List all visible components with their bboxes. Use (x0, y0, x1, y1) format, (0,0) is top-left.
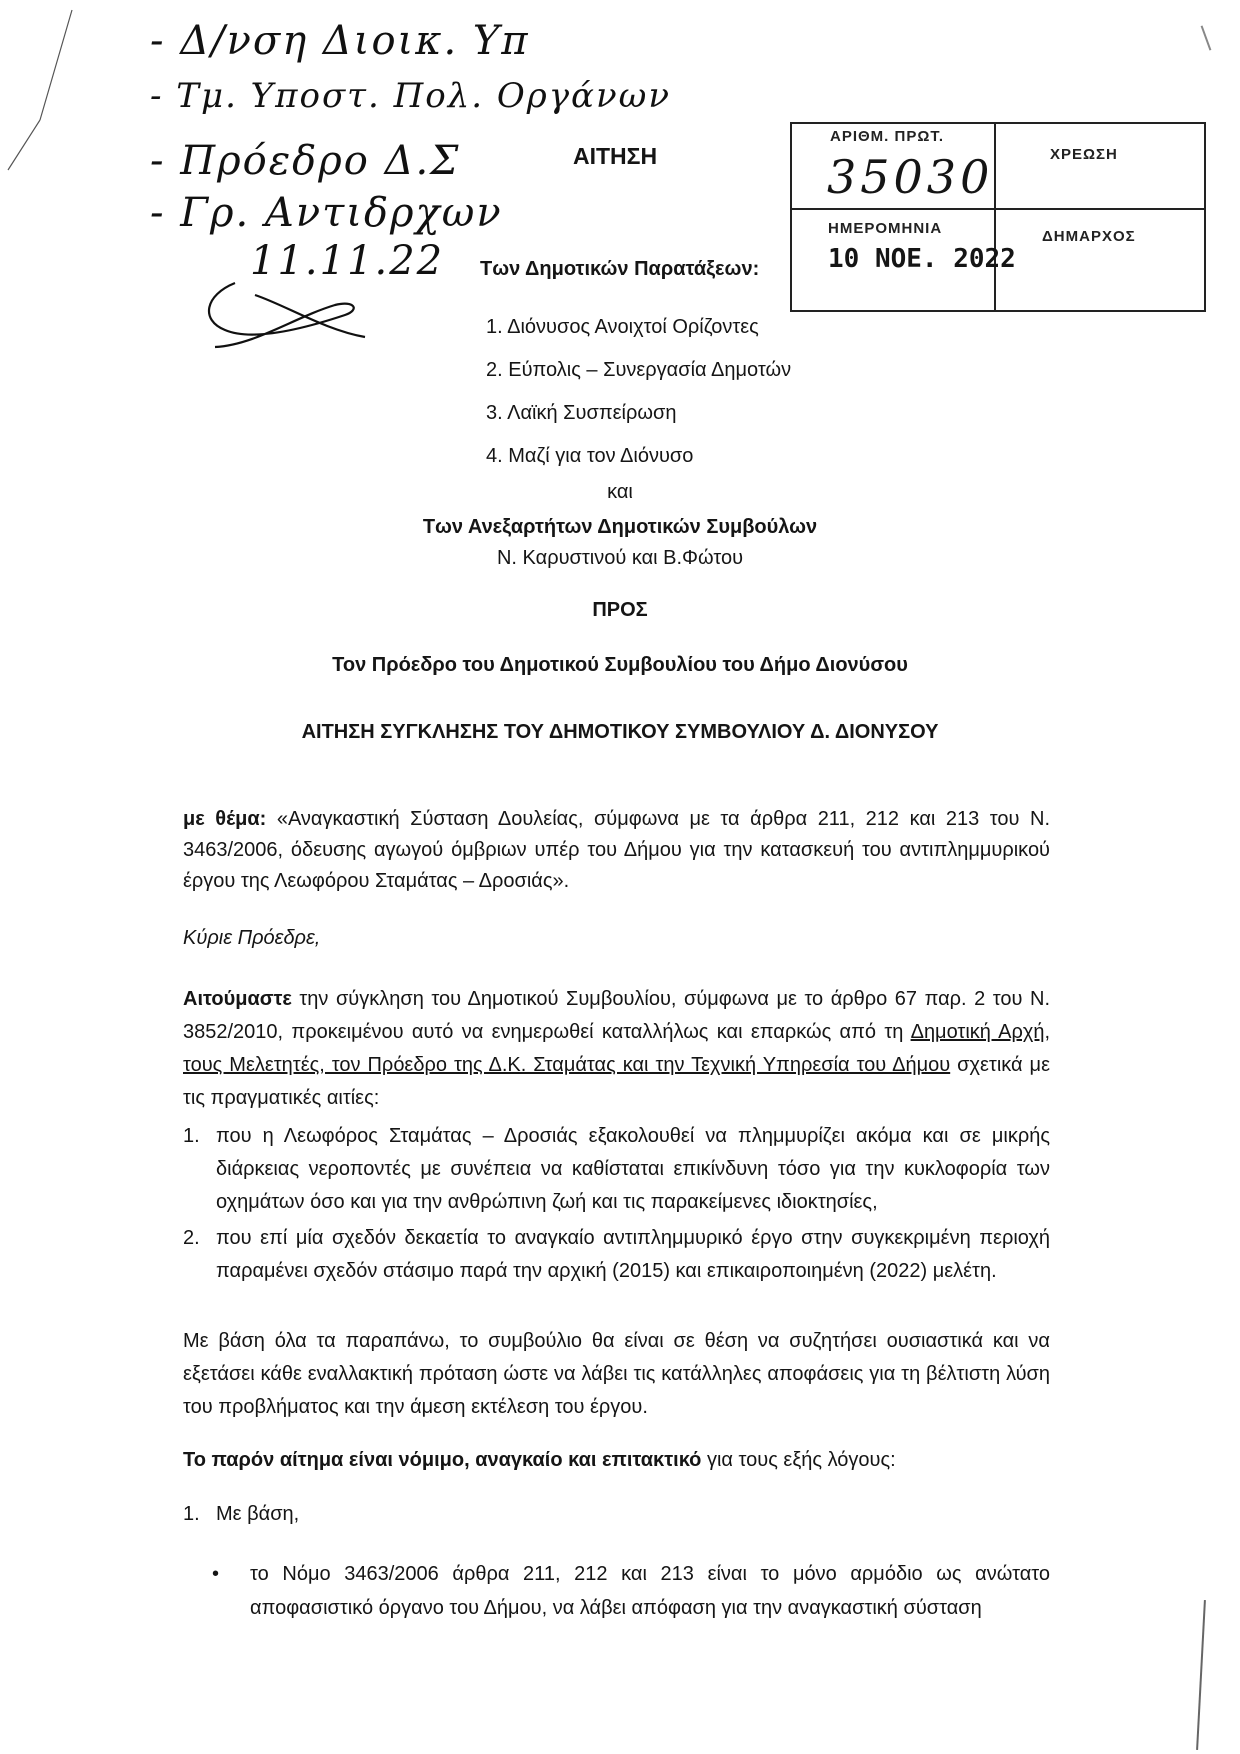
date-label: ΗΜΕΡΟΜΗΝΙΑ (828, 220, 943, 237)
recipient: Τον Πρόεδρο του Δημοτικού Συμβουλίου του Δήμο Διονύσου (332, 654, 908, 676)
conclusion-paragraph: Με βάση όλα τα παραπάνω, το συμβούλιο θα είναι σε θέση να συζητήσει ουσιαστικά και να εξετάσει κάθε εναλλακτική πρόταση ώστε να λάβει τις κατάλληλες αποφάσεις για τη βέλτιστη λύση του προβλήματος και την άμεση εκτέλεση του έργου. (183, 1330, 1050, 1418)
subject-label: με θέμα: (183, 808, 267, 830)
request-bold: Αιτούμαστε (183, 988, 292, 1010)
scan-edge-tick (1201, 25, 1212, 50)
handwritten-note-4: - Γρ. Αντιδρχων (150, 190, 503, 236)
request-title: ΑΙΤΗΣΗ ΣΥΓΚΛΗΣΗΣ ΤΟΥ ΔΗΜΟΤΙΚΟΥ ΣΥΜΒΟΥΛΙΟΥ Δ. ΔΙΟΝΥΣΟΥ (301, 721, 939, 743)
request-text-2: σχετικά με τις πραγματικές αιτίες: (183, 1054, 1050, 1109)
cause-item (183, 1222, 1050, 1288)
request-underlined: Δημοτική Αρχή, τους Μελετητές, τον Πρόεδρο της Δ.Κ. Σταμάτας και την Τεχνική Υπηρεσία του Δήμου (183, 1021, 1050, 1076)
reason-1-number: 1. (183, 1503, 200, 1525)
bullet-text: το Νόμο 3463/2006 άρθρα 211, 212 και 213 είναι το μόνο αρμόδιο ως ανώτατο αποφασιστικό όργανο του Δήμου, να λάβει απόφαση για την αναγκαστική σύσταση (250, 1563, 1050, 1619)
protocol-number-label: ΑΡΙΘΜ. ΠΡΩΤ. (830, 128, 945, 145)
document-title: ΑΙΤΗΣΗ (573, 143, 658, 169)
legal-text: για τους εξής λόγους: (701, 1449, 896, 1471)
cause-item (183, 1120, 1050, 1219)
subject-text: «Αναγκαστική Σύσταση Δουλείας, σύμφωνα με τα άρθρα 211, 212 και 213 του Ν. 3463/2006, όδευσης αγωγού όμβριων υπέρ του Δήμου για την κατασκευή του αντιπλημμυρικού έργου της Λεωφόρου Σταμάτας – Δροσιάς». (183, 808, 1050, 892)
party-item: 1. Διόνυσος Ανοιχτοί Ορίζοντες (486, 316, 759, 338)
handwritten-note-1: - Δ/νση Διοικ. Υπ (150, 18, 530, 64)
handwritten-date: 11.11.22 (250, 238, 445, 284)
cause-text: που επί μία σχεδόν δεκαετία το αναγκαίο αντιπλημμυρικό έργο στην συγκεκριμένη περιοχή παραμένει σχεδόν στάσιμο παρά την αρχική (2015) και επικαιροποιημένη (2022) μελέτη. (216, 1227, 1050, 1282)
request-paragraph (183, 983, 1050, 1115)
scan-edge-line (1196, 1600, 1206, 1750)
bullet-dot: • (212, 1563, 220, 1585)
handwritten-note-2: - Τμ. Υποστ. Πολ. Οργάνων (150, 76, 672, 116)
legal-basis-paragraph (183, 1446, 1083, 1475)
protocol-stamp (790, 122, 1206, 312)
independents-names: Ν. Καρυστινού και Β.Φώτου (496, 547, 743, 569)
party-item: 2. Εύπολις – Συνεργασία Δημοτών (486, 359, 792, 381)
from-label: Των Δημοτικών Παρατάξεων: (480, 258, 760, 280)
bullet-item (212, 1557, 1050, 1625)
parties-list (486, 313, 791, 485)
subject-paragraph (183, 804, 1050, 897)
cause-text: που η Λεωφόρος Σταμάτας – Δροσιάς εξακολουθεί να πλημμυρίζει ακόμα και σε μικρής διάρκειας νεροποντές με συνέπεια να καθίσταται επικίνδυνη τόσο για την κυκλοφορία των οχημάτων όσο και για την ανθρώπινη ζωή και τις παρακείμενες ιδιοκτησίες, (216, 1125, 1050, 1213)
to-label: ΠΡΟΣ (592, 599, 648, 621)
independents-label: Των Ανεξαρτήτων Δημοτικών Συμβούλων (422, 516, 818, 538)
party-item: 4. Μαζί για τον Διόνυσο (486, 445, 694, 467)
reason-1-label: Με βάση, (216, 1503, 300, 1525)
party-item: 3. Λαϊκή Συσπείρωση (486, 402, 677, 424)
handwritten-note-3: - Πρόεδρο Δ.Σ (150, 138, 461, 184)
causes-list (183, 1120, 1050, 1288)
protocol-number-value: 35030 (827, 150, 994, 204)
legal-bold: Το παρόν αίτημα είναι νόμιμο, αναγκαίο και επιτακτικό (183, 1449, 702, 1471)
scan-edge-mark (0, 0, 100, 180)
and-word: και (607, 481, 633, 503)
signature-scribble (195, 275, 370, 355)
cause-number: 1. (183, 1125, 200, 1147)
salutation: Κύριε Πρόεδρε, (183, 927, 321, 949)
assignee-value: ΔΗΜΑΡΧΟΣ (1042, 228, 1136, 245)
request-text-1: την σύγκληση του Δημοτικού Συμβουλίου, σύμφωνα με το άρθρο 67 παρ. 2 του Ν. 3852/2010, προκειμένου αυτό να ενημερωθεί καταλλήλως και επαρκώς από τη (183, 988, 1050, 1043)
assignment-label: ΧΡΕΩΣΗ (1050, 146, 1118, 163)
cause-number: 2. (183, 1227, 200, 1249)
stamp-date-value: 10 ΝΟΕ. 2022 (828, 244, 1016, 274)
